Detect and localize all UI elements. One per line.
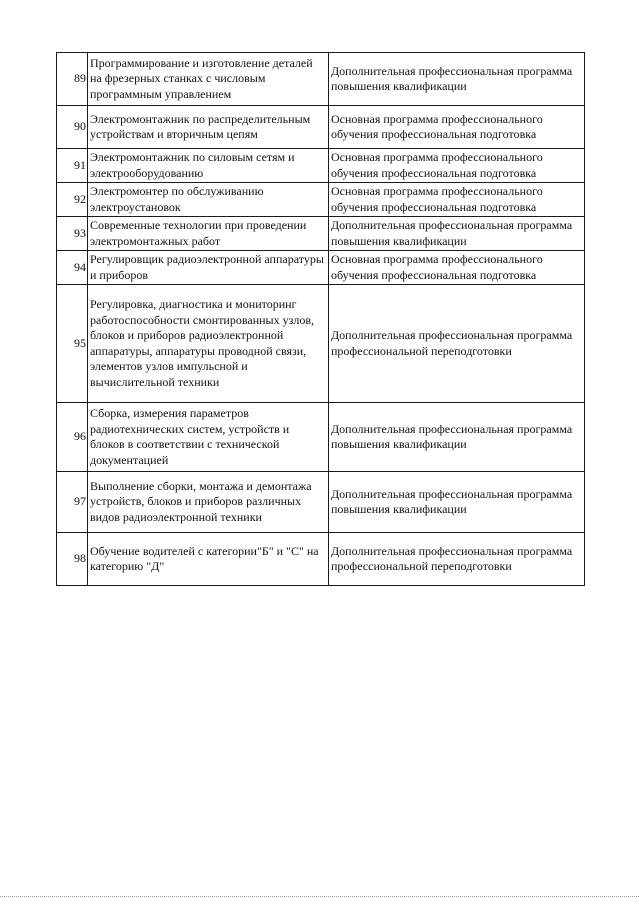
row-number: 90 bbox=[57, 106, 88, 149]
program-type: Основная программа профессионального обучения профессиональная подготовка bbox=[329, 149, 585, 183]
course-name: Электромонтажник по силовым сетям и электрооборудованию bbox=[88, 149, 329, 183]
program-type: Дополнительная профессиональная программа повышения квалификации bbox=[329, 53, 585, 106]
program-type: Основная программа профессионального обучения профессиональная подготовка bbox=[329, 183, 585, 217]
course-name: Выполнение сборки, монтажа и демонтажа устройств, блоков и приборов различных видов радиоэлектронной техники bbox=[88, 472, 329, 533]
table-row bbox=[57, 472, 585, 533]
course-name: Электромонтер по обслуживанию электроустановок bbox=[88, 183, 329, 217]
page-bottom-divider bbox=[0, 896, 639, 897]
table-row bbox=[57, 183, 585, 217]
table-row bbox=[57, 53, 585, 106]
row-number: 98 bbox=[57, 533, 88, 586]
program-type: Дополнительная профессиональная программа повышения квалификации bbox=[329, 472, 585, 533]
row-number: 93 bbox=[57, 217, 88, 251]
row-number: 89 bbox=[57, 53, 88, 106]
table-row bbox=[57, 149, 585, 183]
row-number: 96 bbox=[57, 403, 88, 472]
table-row bbox=[57, 217, 585, 251]
course-name: Программирование и изготовление деталей на фрезерных станках с числовым программным управлением bbox=[88, 53, 329, 106]
course-name: Современные технологии при проведении электромонтажных работ bbox=[88, 217, 329, 251]
program-type: Дополнительная профессиональная программа повышения квалификации bbox=[329, 403, 585, 472]
table-row bbox=[57, 106, 585, 149]
program-type: Дополнительная профессиональная программа профессиональной переподготовки bbox=[329, 533, 585, 586]
table-row bbox=[57, 251, 585, 285]
table-row bbox=[57, 285, 585, 403]
course-name: Электромонтажник по распределительным устройствам и вторичным цепям bbox=[88, 106, 329, 149]
table-row bbox=[57, 403, 585, 472]
row-number: 94 bbox=[57, 251, 88, 285]
row-number: 92 bbox=[57, 183, 88, 217]
program-type: Дополнительная профессиональная программа повышения квалификации bbox=[329, 217, 585, 251]
table-row bbox=[57, 533, 585, 586]
course-name: Обучение водителей с категории"Б" и "С" на категорию "Д" bbox=[88, 533, 329, 586]
row-number: 91 bbox=[57, 149, 88, 183]
courses-table bbox=[56, 52, 585, 586]
program-type: Основная программа профессионального обучения профессиональная подготовка bbox=[329, 106, 585, 149]
program-type: Дополнительная профессиональная программа профессиональной переподготовки bbox=[329, 285, 585, 403]
program-type: Основная программа профессионального обучения профессиональная подготовка bbox=[329, 251, 585, 285]
course-name: Регулировка, диагностика и мониторинг работоспособности смонтированных узлов, блоков и приборов радиоэлектронной аппаратуры, аппаратуры проводной связи, элементов узлов импульсной и вычислительной техники bbox=[88, 285, 329, 403]
course-name: Регулировщик радиоэлектронной аппаратуры и приборов bbox=[88, 251, 329, 285]
course-name: Сборка, измерения параметров радиотехнических систем, устройств и блоков в соответствии с технической документацией bbox=[88, 403, 329, 472]
row-number: 97 bbox=[57, 472, 88, 533]
row-number: 95 bbox=[57, 285, 88, 403]
